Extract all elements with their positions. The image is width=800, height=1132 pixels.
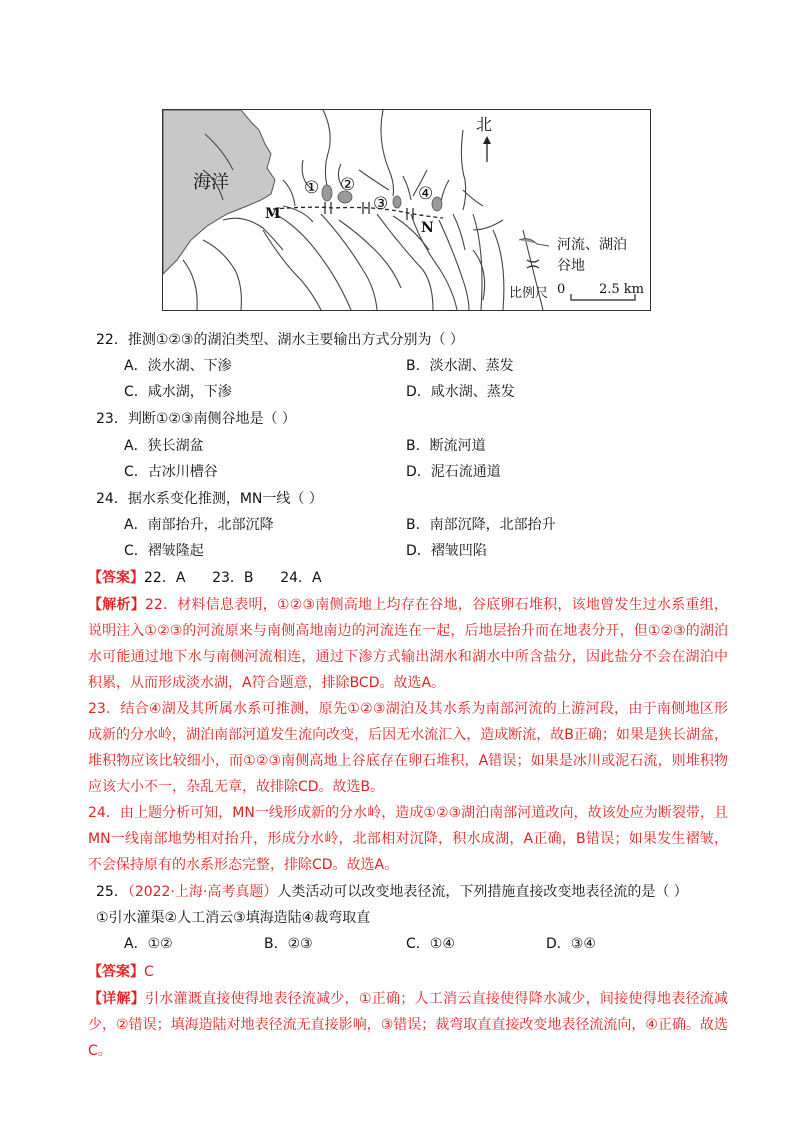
- question-25-number: 25．: [96, 884, 128, 900]
- question-23-option-a: A．狭长湖盆: [124, 438, 204, 454]
- scale-value: 2.5 km: [599, 282, 645, 297]
- question-24-option-b: B．南部沉降，北部抬升: [406, 517, 556, 533]
- question-22-option-d: D．咸水湖、蒸发: [406, 384, 515, 400]
- question-24-stem: 24．据水系变化推测，MN一线（ ）: [96, 491, 323, 507]
- lake-label-3: ③: [373, 194, 389, 214]
- question-22-stem: 22．推测①②③的湖泊类型、湖水主要输出方式分别为（ ）: [96, 332, 464, 348]
- analysis-paragraph-24: 24．由上题分析可知，MN一线形成新的分水岭，造成①②③湖泊南部河道改向，故该处应为断裂带，且MN一线南部地势相对抬升，形成分水岭，北部相对沉降，积水成湖，A正确，B错误；如果发生褶皱，不会保持原有的水系形态完整，排除CD。故选A。: [88, 805, 728, 873]
- answer-block-1: [88, 568, 322, 588]
- detail-text: 引水灌溉直接使得地表径流减少，①正确；人工消云直接使得降水减少，间接使得地表径流减少，②错误；填海造陆对地表径流无直接影响，③错误；裁弯取直直接改变地表径流流向，④正确。故选C。: [88, 991, 728, 1059]
- question-23-option-d: D．泥石流通道: [406, 464, 501, 480]
- map-figure: [162, 109, 651, 311]
- answer-2-label: 【答案】: [88, 964, 144, 980]
- question-22-option-b: B．淡水湖、蒸发: [406, 358, 514, 374]
- question-24-option-a: A．南部抬升，北部沉降: [124, 517, 274, 533]
- answer-block-2: [88, 962, 154, 982]
- question-23-stem: 23．判断①②③南侧谷地是（ ）: [96, 411, 296, 427]
- north-label: 北: [476, 115, 493, 134]
- question-23-option-c: C．古冰川槽谷: [124, 464, 218, 480]
- question-25-option-a: A．①②: [124, 936, 173, 952]
- question-25-stem: 25．（2022·上海·高考真题）人类活动可以改变地表径流，下列措施直接改变地表径流的是（ ）: [96, 884, 688, 900]
- map-drawing: [163, 110, 652, 312]
- answer-text: 22．A 23．B 24．A: [144, 570, 322, 586]
- legend-river-lake-label: 河流、湖泊: [557, 237, 627, 253]
- question-25-option-c: C．①④: [406, 936, 455, 952]
- question-24-option-c: C．褶皱隆起: [124, 543, 204, 559]
- point-n: N: [421, 220, 434, 236]
- question-25-source: （2022·上海·高考真题）: [127, 884, 278, 900]
- question-25-option-b: B．②③: [264, 936, 313, 952]
- scale-label: 比例尺: [509, 286, 549, 301]
- answer-label: 【答案】: [88, 570, 144, 586]
- point-m: M: [265, 206, 281, 222]
- question-25-option-d: D．③④: [546, 936, 596, 952]
- answer-2-text: C: [144, 964, 154, 980]
- legend-valley-symbol: [527, 260, 539, 268]
- analysis-block: [88, 592, 728, 878]
- question-25-items: ①引水灌渠②人工消云③填海造陆④裁弯取直: [96, 910, 371, 926]
- analysis-paragraph-23: 23．结合④湖及其所属水系可推测，原先①②③湖泊及其水系为南部河流的上游河段，由于南侧地区形成新的分水岭，湖泊南部河道发生流向改变，后因无水流汇入，造成断流，故B正确；如果是狭长湖盆，堆积物应该比较细小，而①②③南侧高地上谷底存在卵石堆积，A错误；如果是冰川或泥石流，则堆积物应该大小不一，杂乱无章，故排除CD。故选B。: [88, 701, 728, 795]
- question-24-option-d: D．褶皱凹陷: [406, 543, 487, 559]
- lake-label-1: ①: [304, 178, 320, 198]
- lake-label-4: ④: [418, 184, 434, 204]
- question-23-option-b: B．断流河道: [406, 438, 486, 454]
- detail-label: 【详解】: [88, 991, 146, 1007]
- ocean-label: 海洋: [193, 172, 229, 193]
- question-22-option-a: A．淡水湖、下渗: [124, 358, 232, 374]
- analysis-paragraph-22: 【解析】22．材料信息表明，①②③南侧高地上均存在谷地，谷底卵石堆积，该地曾发生过水系重组，说明注入①②③的河流原来与南侧高地南边的河流连在一起，后地层抬升而在地表分开，但①②③的湖泊水可能通过地下水与南侧河流相连，通过下渗方式输出湖水和湖水中所含盐分，因此盐分不会在湖泊中积累，从而形成淡水湖，A符合题意，排除BCD。故选A。: [88, 597, 729, 691]
- mn-dashed-line: [273, 207, 443, 218]
- lake-label-2: ②: [340, 175, 356, 195]
- question-22-option-c: C．咸水湖，下渗: [124, 384, 232, 400]
- legend-lake-symbol: [519, 239, 549, 246]
- scale-zero: 0: [557, 282, 566, 297]
- analysis-label: 【解析】: [88, 597, 145, 613]
- detail-block: [88, 986, 728, 1064]
- legend-valley-label: 谷地: [557, 258, 585, 274]
